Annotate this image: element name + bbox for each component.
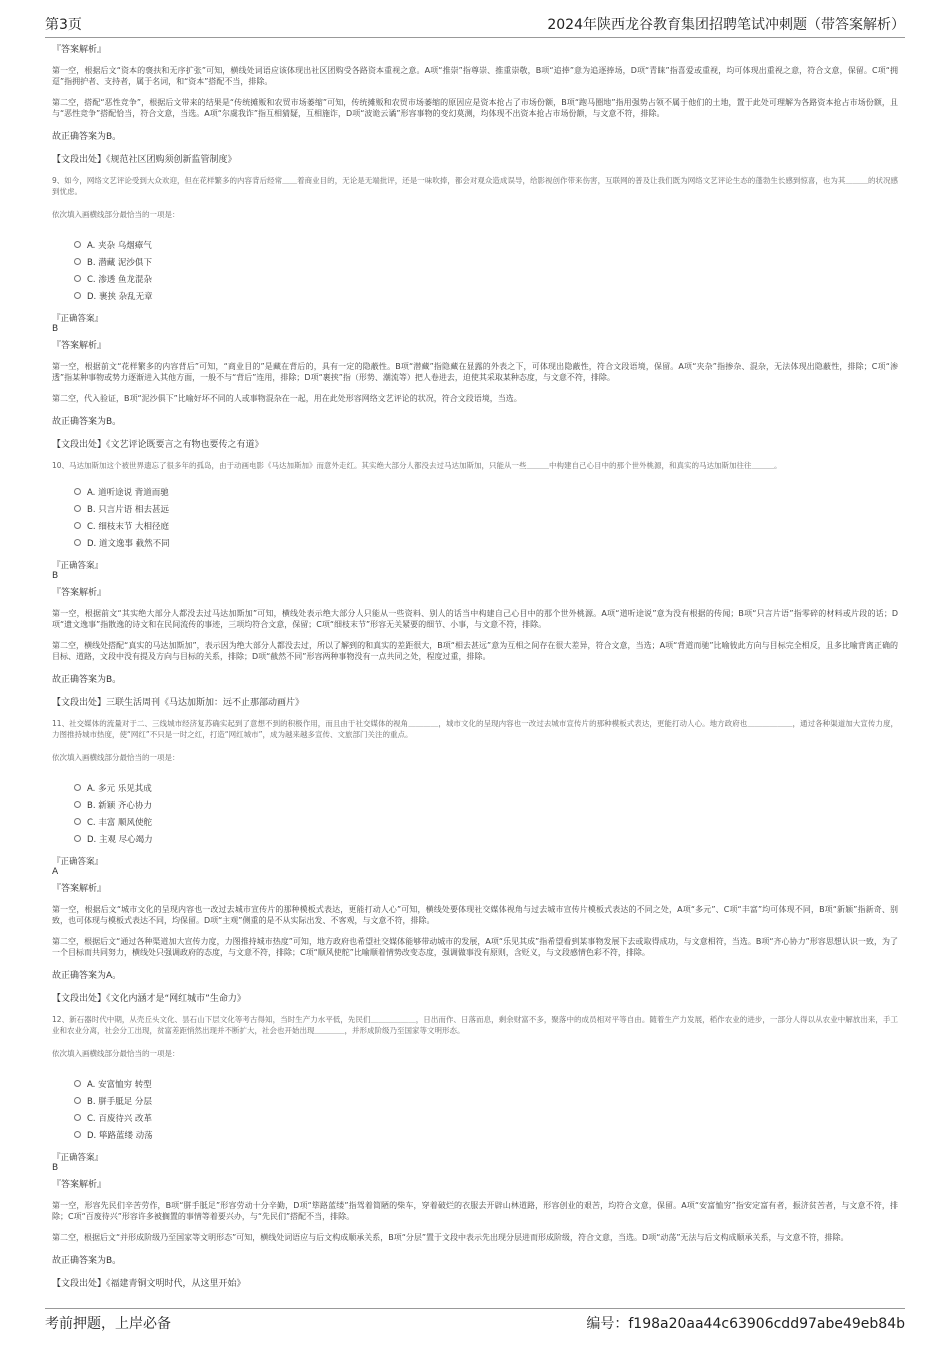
option-label: B. 只言片语 相去甚远	[87, 504, 169, 515]
option-b[interactable]	[74, 1092, 898, 1109]
radio-icon[interactable]	[74, 258, 81, 265]
analysis-paragraph: 第一空，形容先民们辛苦劳作，B项“胼手胝足”形容劳动十分辛勤，D项“筚路蓝缕”指驾着简陋的柴车，穿着破烂的衣服去开辟山林道路，形容创业的艰苦，均符合文意，保留。A项“安富恤穷”指安定富有者，振济贫苦者，与文意不符，排除；C项“百废待兴”形容许多被搁置的事情等着要兴办，与“先民们”搭配不当，排除。	[52, 1201, 898, 1221]
option-b[interactable]	[74, 500, 898, 517]
radio-icon[interactable]	[74, 818, 81, 825]
analysis-paragraph: 第二空，横线处搭配“真实的马达加斯加”，表示因为绝大部分人都没去过，所以了解到的和真实的差距很大，B项“相去甚远”意为互相之间存在很大差异，符合文意，当选；A项“背道而驰”比喻彼此方向与目标完全相反，且多比喻背离正确的目标、道路，文段中没有提及方向与目标的关系，排除；D项“截然不同”形容两种事物没有一点共同之处，程度过重，排除。	[52, 641, 898, 661]
option-list	[74, 1075, 898, 1143]
document-id: 编号：f198a20aa44c63906cdd97abe49eb84b	[586, 1316, 905, 1332]
option-c[interactable]	[74, 270, 898, 287]
conclusion: 故正确答案为A。	[52, 971, 122, 981]
option-b[interactable]	[74, 796, 898, 813]
conclusion: 故正确答案为B。	[52, 132, 122, 142]
conclusion: 故正确答案为B。	[52, 675, 122, 685]
radio-icon[interactable]	[74, 1097, 81, 1104]
analysis-paragraph: 第一空，根据后文“资本的褒扶和无序扩张”可知，横线处词语应该体现出社区团购受各路资本重视之意。A项“推崇”指尊崇、推重崇敬，B项“追捧”意为追逐捧场，D项“青睐”指喜爱或重视，均可体现出重视之意，符合文意，保留。C项“拥趸”指拥护者、支持者，属于名词，和“资本”搭配不当，排除。	[52, 66, 898, 86]
question-text: 11、社交媒体的流量对于二、三线城市经济复苏确实起到了意想不到的积极作用，而且由于社交媒体的视角＿＿＿＿，城市文化的呈现内容也一改过去城市宣传片的那种模板式表达，更能打动人心。地方政府也＿＿＿＿＿＿，通过各种渠道加大宣传力度，力图推持城市热度，使“网红”不只是一时之红，打造“网红城市”，成为越来越多宣传、文旅部门关注的重点。	[52, 719, 898, 739]
analysis-tag: 『答案解析』	[52, 45, 107, 55]
option-d[interactable]	[74, 1126, 898, 1143]
option-a[interactable]	[74, 1075, 898, 1092]
option-label: A. 道听途说 背道而驰	[87, 487, 169, 498]
correct-answer-label: 『正确答案』	[52, 1153, 104, 1163]
radio-icon[interactable]	[74, 522, 81, 529]
option-a[interactable]	[74, 236, 898, 253]
option-a[interactable]	[74, 779, 898, 796]
question-text: 12、新石器时代中期，从壳丘头文化、昙石山下层文化等考古得知，当时生产力水平低，先民们＿＿＿＿＿＿，日出而作、日落而息，剩余财富不多，聚落中的成员相对平等自由。随着生产力发展，稻作农业的进步，一部分人得以从农业中解放出来，手工业和农业分离，社会分工出现，贫富差距悄然出现并不断扩大，社会也开始出现＿＿＿＿，并形成阶级乃至国家等文明形态。	[52, 1015, 898, 1035]
radio-icon[interactable]	[74, 784, 81, 791]
option-label: C. 细枝末节 大相径庭	[87, 521, 170, 532]
analysis-paragraph: 第一空，根据后文“城市文化的呈现内容也一改过去城市宣传片的那种模板式表达，更能打动人心”可知，横线处要体现社交媒体视角与过去城市宣传片模板式表达的不同之处，A项“多元”、C项“丰富”均可体现不同，B项“新颖”指新奇、别致，也可体现与模板式表达不同，均保留。D项“主观”侧重的是不从实际出发、不客观，与文意不符，排除。	[52, 905, 898, 925]
radio-icon[interactable]	[74, 275, 81, 282]
question-text: 9、如今，网络文艺评论受到大众欢迎，但在花样繁多的内容背后经常＿＿着商业目的，无论是无端批评，还是一味吹捧，都会对观众造成误导，给影视创作带来伤害，互联网的普及让我们既为网络文艺评论生态的蓬勃生长感到惊喜，也为其＿＿＿的状况感到忧虑。	[52, 176, 898, 196]
question-instruction: 依次填入画横线部分最恰当的一项是：	[52, 1049, 180, 1058]
correct-answer-label: 『正确答案』	[52, 314, 104, 324]
option-a[interactable]	[74, 483, 898, 500]
option-label: D. 道文逸事 截然不同	[87, 538, 170, 549]
conclusion: 故正确答案为B。	[52, 417, 122, 427]
option-label: B. 胼手胝足 分层	[87, 1096, 152, 1107]
analysis-paragraph: 第一空，根据前文“其实绝大部分人都没去过马达加斯加”可知，横线处表示绝大部分人只能从一些资料、别人的话当中构建自己心目中的那个世外桃源。A项“道听途说”意为没有根据的传闻；B项“只言片语”指零碎的材料或片段的话；D项“遗文逸事”指散逸的诗文和在民间流传的事迹，三项均符合文意，保留；C项“细枝末节”形容无关紧要的细节、小事，与文意不符，排除。	[52, 609, 898, 629]
option-label: D. 裹挟 杂乱无章	[87, 291, 153, 302]
correct-answer-label: 『正确答案』	[52, 561, 104, 571]
source-line: 【文段出处】三联生活周刊《马达加斯加：远不止那部动画片》	[52, 698, 305, 708]
correct-answer: B	[52, 1163, 59, 1173]
option-label: C. 渗透 鱼龙混杂	[87, 274, 153, 285]
option-c[interactable]	[74, 1109, 898, 1126]
option-label: A. 安富恤穷 转型	[87, 1079, 152, 1090]
option-list	[74, 483, 898, 551]
radio-icon[interactable]	[74, 1080, 81, 1087]
option-d[interactable]	[74, 830, 898, 847]
radio-icon[interactable]	[74, 241, 81, 248]
analysis-tag: 『答案解析』	[52, 588, 107, 598]
radio-icon[interactable]	[74, 1131, 81, 1138]
option-d[interactable]	[74, 534, 898, 551]
analysis-paragraph: 第一空，根据前文“花样繁多的内容背后”可知，“商业目的”是藏在背后的，具有一定的隐蔽性。B项“潜藏”指隐藏在显露的外表之下，可体现出隐蔽性，符合文段语境，保留。A项“夹杂”指掺杂、混杂，无法体现出隐蔽性，排除；C项“渗透”指某种事物或势力逐渐进入其他方面，一般不与“背后”连用，排除；D项“裹挟”指（形势、潮流等）把人卷进去，迫使其采取某种态度，与文意不符，排除。	[52, 362, 898, 382]
analysis-paragraph: 第二空，根据后文“并形成阶级乃至国家等文明形态”可知，横线处词语应与后文构成顺承关系，B项“分层”置于文段中表示先出现分层进而形成阶级，符合文意，当选。D项“动荡”无法与后文构成顺承关系，与文意不符，排除。	[52, 1233, 849, 1242]
correct-answer: A	[52, 867, 59, 877]
radio-icon[interactable]	[74, 835, 81, 842]
correct-answer-label: 『正确答案』	[52, 857, 104, 867]
question-instruction: 依次填入画横线部分最恰当的一项是：	[52, 210, 180, 219]
page-footer	[45, 1308, 905, 1337]
radio-icon[interactable]	[74, 292, 81, 299]
correct-answer: B	[52, 324, 59, 334]
page-content	[52, 42, 898, 1299]
option-c[interactable]	[74, 517, 898, 534]
source-line: 【文段出处】《文化内涵才是“网红城市”生命力》	[52, 994, 246, 1004]
analysis-tag: 『答案解析』	[52, 1180, 107, 1190]
radio-icon[interactable]	[74, 801, 81, 808]
conclusion: 故正确答案为B。	[52, 1256, 122, 1266]
option-list	[74, 236, 898, 304]
source-line: 【文段出处】《福建青铜文明时代，从这里开始》	[52, 1279, 246, 1289]
radio-icon[interactable]	[74, 505, 81, 512]
radio-icon[interactable]	[74, 539, 81, 546]
source-line: 【文段出处】《文艺评论既要言之有物也要传之有道》	[52, 440, 264, 450]
option-label: D. 筚路蓝缕 动荡	[87, 1130, 153, 1141]
correct-answer: B	[52, 571, 59, 581]
analysis-paragraph: 第二空，代入验证，B项“泥沙俱下”比喻好坏不同的人或事物混杂在一起，用在此处形容网络文艺评论的状况，符合文段语境，当选。	[52, 394, 522, 403]
option-d[interactable]	[74, 287, 898, 304]
analysis-paragraph: 第二空，搭配“恶性竞争”，根据后文带来的结果是“传统摊贩和农贸市场萎缩”可知，传统摊贩和农贸市场萎缩的原因应是资本抢占了市场份额，B项“跑马圈地”指用强势占领不属于他们的土地，置于此处可理解为各路资本抢占市场份额，且与“恶性竞争”搭配恰当，符合文意，当选。A项“尔虞我诈”指互相猜疑，互相施诈，D项“波诡云谲”形容事物的变幻莫测，均体现不出资本抢占市场份额，与文意不符，排除。	[52, 98, 898, 118]
footer-slogan: 考前押题，上岸必备	[45, 1316, 171, 1332]
radio-icon[interactable]	[74, 488, 81, 495]
option-list	[74, 779, 898, 847]
option-label: B. 潜藏 泥沙俱下	[87, 257, 152, 268]
document-title: 2024年陕西龙谷教育集团招聘笔试冲刺题（带答案解析）	[547, 17, 905, 33]
question-instruction: 依次填入画横线部分最恰当的一项是：	[52, 753, 180, 762]
option-label: B. 新颖 齐心协力	[87, 800, 152, 811]
analysis-tag: 『答案解析』	[52, 341, 107, 351]
option-label: C. 百废待兴 改革	[87, 1113, 153, 1124]
option-label: D. 主观 尽心竭力	[87, 834, 153, 845]
question-text: 10、马达加斯加这个被世界遗忘了很多年的孤岛，由于动画电影《马达加斯加》而意外走红。其实绝大部分人都没去过马达加斯加，只能从一些＿＿＿中构建自己心目中的那个世外桃源，和真实的马达加斯加往往＿＿＿。	[52, 461, 782, 470]
option-label: C. 丰富 顺风使舵	[87, 817, 153, 828]
option-c[interactable]	[74, 813, 898, 830]
analysis-paragraph: 第二空，根据后文“通过各种渠道加大宣传力度，力图推持城市热度”可知，地方政府也希望社交媒体能够带动城市的发展，A项“乐见其成”指希望看到某事物发展下去或取得成功，与文意相符，当选。B项“齐心协力”形容思想认识一致，为了一个目标而共同努力，横线处只强调政府的态度，与文意不符，排除；C项“顺风使舵”比喻顺着情势改变态度，强调做事没有原则，含贬义，与文段感情色彩不符，排除。	[52, 937, 898, 957]
radio-icon[interactable]	[74, 1114, 81, 1121]
option-b[interactable]	[74, 253, 898, 270]
analysis-tag: 『答案解析』	[52, 884, 107, 894]
option-label: A. 多元 乐见其成	[87, 783, 152, 794]
page-header	[45, 8, 905, 38]
source-line: 【文段出处】《规范社区团购须创新监管制度》	[52, 155, 237, 165]
page-number: 第3页	[45, 17, 82, 33]
option-label: A. 夹杂 乌烟瘴气	[87, 240, 152, 251]
